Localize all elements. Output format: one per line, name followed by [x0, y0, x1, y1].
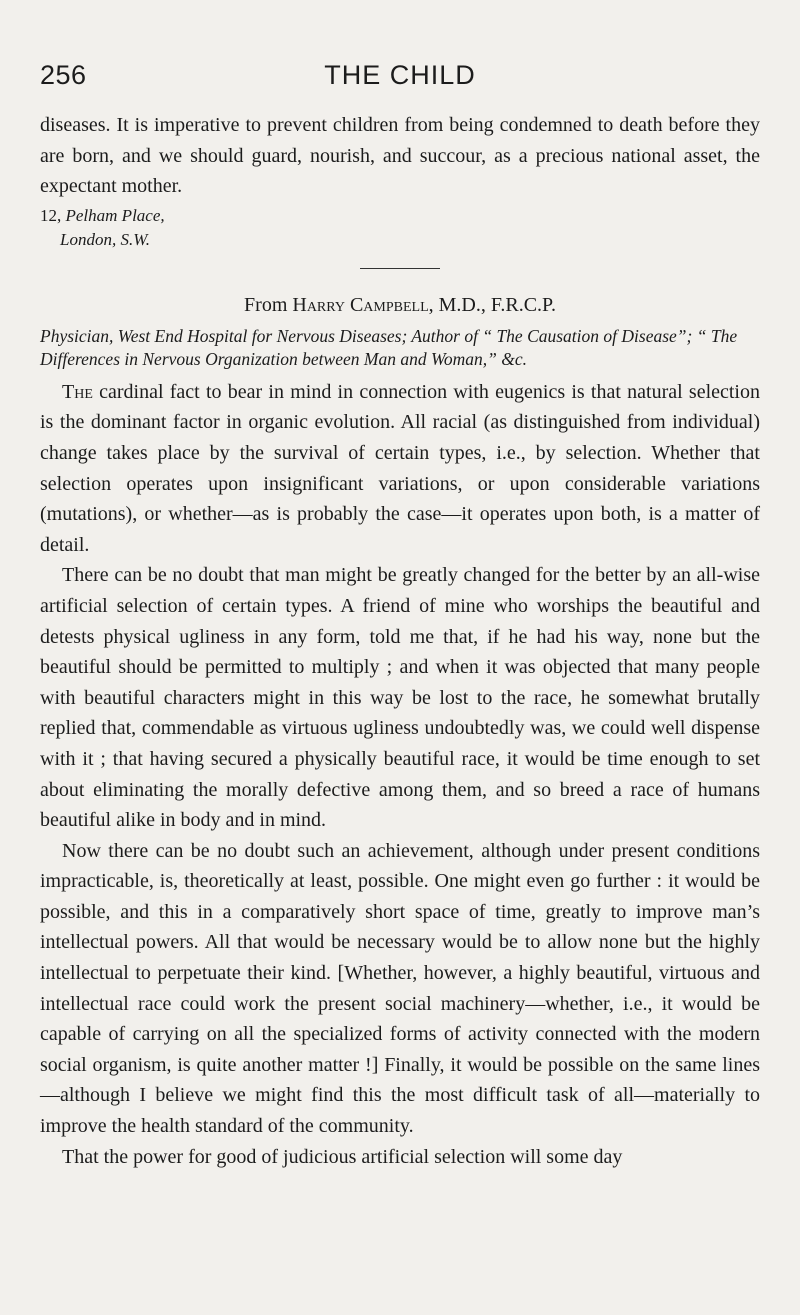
letter-author: Harry Campbell, M.D., F.R.C.P. [292, 293, 556, 316]
paragraph-1 [40, 377, 760, 561]
paragraph-4: That the power for good of judicious artificial selection will some day [62, 1145, 623, 1168]
author-credentials: Physician, West End Hospital for Nervous Diseases; Author of “ The Causation of Disease”; “ The Differences in Nervous Organization between Man and Woman,” &c. [40, 325, 738, 369]
letter-heading [40, 291, 760, 319]
address-street: Pelham Place, [65, 205, 165, 225]
running-head: THE CHILD [324, 60, 476, 90]
address-line-1 [40, 204, 760, 228]
address-number: 12, [40, 205, 62, 225]
address-block [40, 204, 760, 252]
section-divider [360, 268, 440, 269]
page-number: 256 [40, 60, 87, 90]
page-body [40, 110, 760, 1172]
paragraph-1-lead-word: The [62, 380, 93, 403]
paragraph-1-text: cardinal fact to bear in mind in connection with eugenics is that natural selection is the dominant factor in organic evolution. All racial (as distinguished from individual) change takes place by the survival of certain types, i.e., by selection. Whether that selection operates upon insignificant variations, or upon considerable variations (mutations), or whether—as is probably the case—it operates upon both, is a matter of detail. [40, 380, 760, 556]
paragraph-2: There can be no doubt that man might be greatly changed for the better by an all-wise artificial selection of certain types. A friend of mine who worships the beautiful and detests physical ugliness in any form, told me that, if he had his way, none but the beautiful should be permitted to multiply ; and when it was objected that many people with beautiful characters might in this way be lost to the race, he somewhat brutally replied that, commendable as virtuous ugliness undoubtedly was, we could well dispense with it ; that having secured a physically beautiful race, it would be time enough to set about eliminating the morally defective among them, and so breed a race of humans beautiful alike in body and in mind. [40, 564, 760, 832]
from-label: From [244, 293, 288, 316]
address-city: London, S.W. [60, 229, 151, 249]
opening-paragraph: diseases. It is imperative to prevent children from being condemned to death before they are born, and we should guard, nourish, and succour, as a precious national asset, the expectant mother. [40, 114, 760, 198]
page-header [40, 60, 760, 100]
paragraph-3: Now there can be no doubt such an achievement, although under present conditions impracticable, is, theoretically at least, possible. One might even go further : it would be possible, and this in a comparatively short space of time, greatly to improve man’s intellectual powers. All that would be necessary would be to allow none but the highly intellectual to perpetuate their kind. [Whether, however, a highly beautiful, virtuous and intellectual race could work the present social machinery—whether, i.e., it would be capable of carrying on all the specialized forms of activity connected with the modern social organism, is quite another matter !] Finally, it would be possible on the same lines—although I believe we might find this the most difficult task of all—materially to improve the health standard of the community. [40, 839, 760, 1138]
